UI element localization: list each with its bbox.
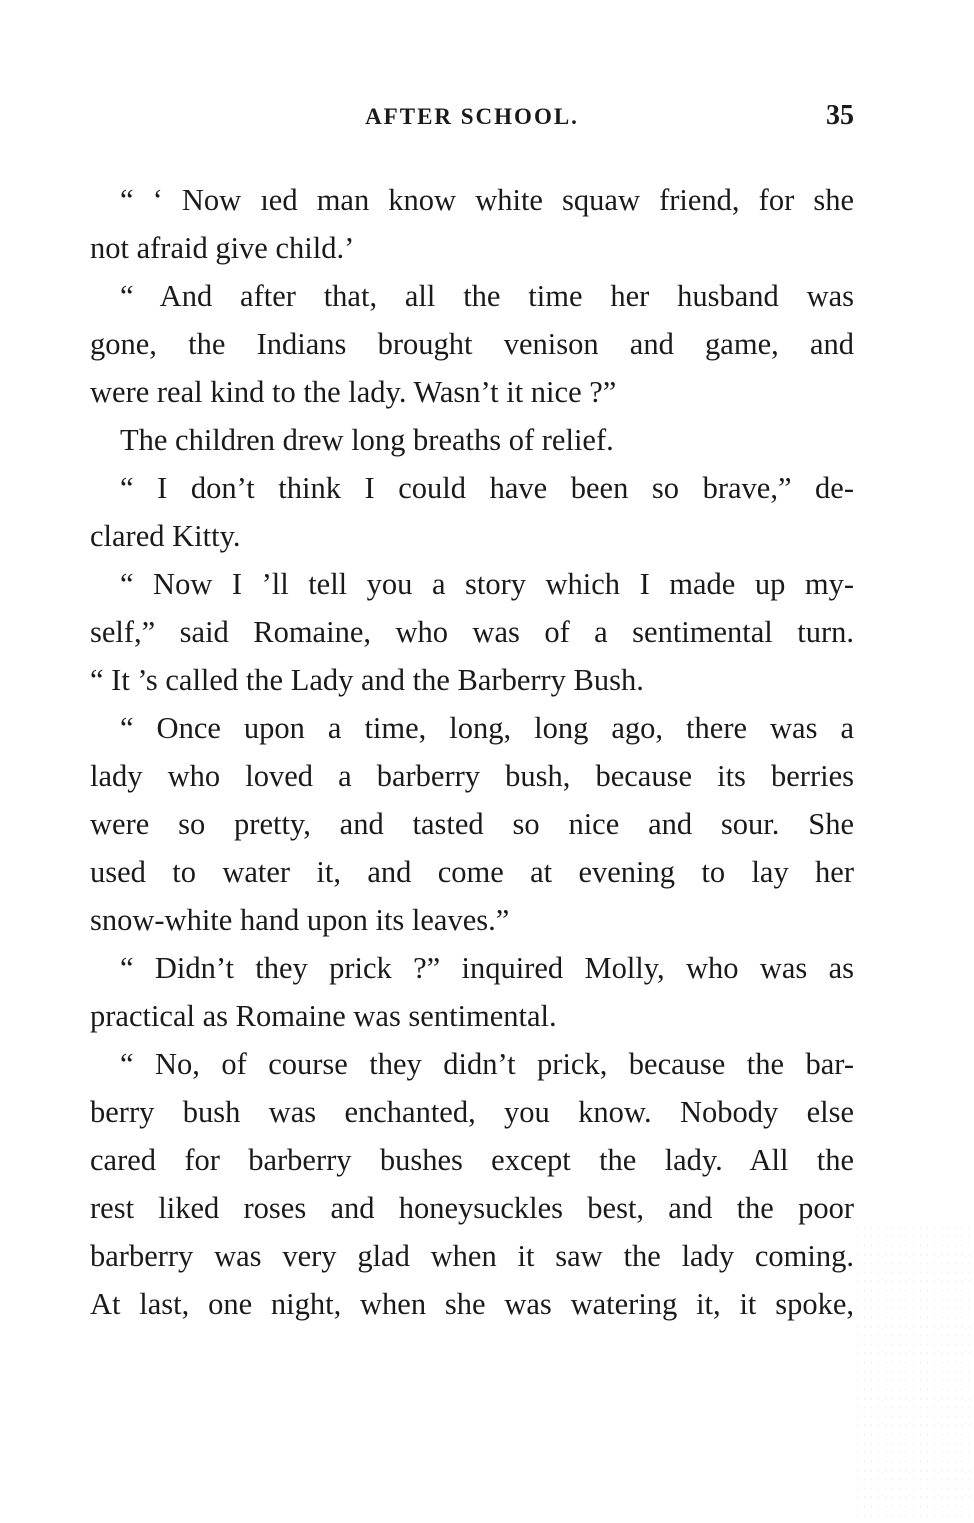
text-line: berry bush was enchanted, you know. Nobody else xyxy=(90,1095,854,1129)
text-line: gone, the Indians brought venison and game, and xyxy=(90,327,854,361)
text-line: were so pretty, and tasted so nice and sour. She xyxy=(90,807,854,841)
text-line: “ ‘ Now ıed man know white squaw friend, for she xyxy=(120,183,854,217)
text-line: rest liked roses and honeysuckles best, and the poor xyxy=(90,1191,854,1225)
paper-speckle xyxy=(854,1223,974,1523)
text-line: practical as Romaine was sentimental. xyxy=(90,999,557,1033)
body-text xyxy=(90,176,854,1328)
running-head xyxy=(90,100,854,138)
text-line: not afraid give child.’ xyxy=(90,231,355,265)
text-line: “ It ’s called the Lady and the Barberry Bush. xyxy=(90,663,644,697)
text-line: “ No, of course they didn’t prick, because the bar- xyxy=(120,1047,854,1081)
text-line: cared for barberry bushes except the lady. All the xyxy=(90,1143,854,1177)
text-line: “ And after that, all the time her husband was xyxy=(120,279,854,313)
text-line: self,” said Romaine, who was of a sentimental turn. xyxy=(90,615,854,649)
text-line: At last, one night, when she was watering it, it spoke, xyxy=(90,1287,854,1321)
text-line: “ Now I ’ll tell you a story which I made up my- xyxy=(120,567,854,601)
text-line: lady who loved a barberry bush, because its berries xyxy=(90,759,854,793)
text-line: “ Once upon a time, long, long ago, there was a xyxy=(120,711,854,745)
text-line: barberry was very glad when it saw the lady coming. xyxy=(90,1239,854,1273)
text-line: used to water it, and come at evening to lay her xyxy=(90,855,854,889)
text-line: were real kind to the lady. Wasn’t it nice ?” xyxy=(90,375,617,409)
text-line: “ I don’t think I could have been so brave,” de- xyxy=(120,471,854,505)
text-line: “ Didn’t they prick ?” inquired Molly, who was as xyxy=(120,951,854,985)
page-number: 35 xyxy=(826,100,854,131)
text-line: snow-white hand upon its leaves.” xyxy=(90,903,510,937)
text-line: The children drew long breaths of relief. xyxy=(120,423,614,457)
running-title: AFTER SCHOOL. xyxy=(365,104,579,129)
text-line: clared Kitty. xyxy=(90,519,241,553)
